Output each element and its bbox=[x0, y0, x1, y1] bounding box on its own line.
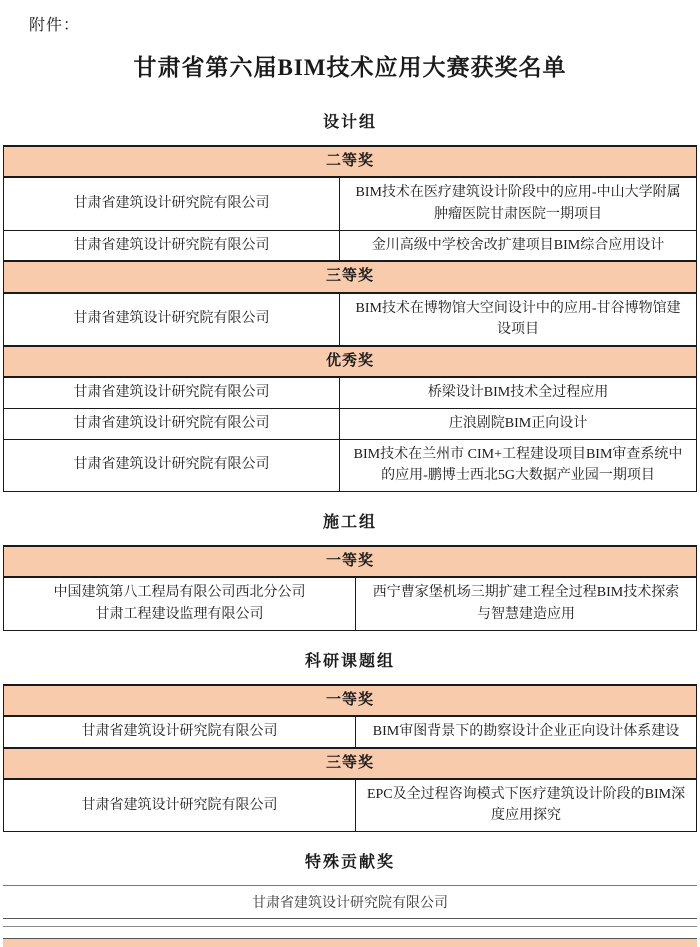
award-header-row bbox=[4, 546, 697, 577]
project-cell: BIM技术在兰州市 CIM+工程建设项目BIM审查系统中的应用-鹏博士西北5G大数据产业园一期项目 bbox=[340, 439, 697, 491]
project-cell: 西宁曹家堡机场三期扩建工程全过程BIM技术探索与智慧建造应用 bbox=[356, 577, 697, 630]
empty-cell bbox=[3, 919, 697, 927]
section-heading-research: 科研课题组 bbox=[304, 652, 395, 670]
table-row-empty bbox=[3, 919, 697, 927]
cutoff-table-header-strip bbox=[3, 938, 697, 947]
table-row bbox=[4, 779, 697, 832]
attachment-label: 附件： bbox=[29, 17, 81, 34]
project-cell: BIM技术在医疗建筑设计阶段中的应用-中山大学附属肿瘤医院甘肃医院一期项目 bbox=[340, 177, 697, 230]
org-cell: 甘肃省建筑设计研究院有限公司 bbox=[4, 716, 356, 748]
section-heading-design: 设计组 bbox=[322, 114, 377, 131]
award-header-excellence-prize: 优秀奖 bbox=[4, 346, 697, 377]
org-cell: 甘肃省建筑设计研究院有限公司 bbox=[3, 886, 697, 919]
project-cell: 金川高级中学校舍改扩建项目BIM综合应用设计 bbox=[340, 230, 697, 261]
award-header-row bbox=[4, 346, 697, 377]
table-row bbox=[4, 577, 697, 630]
table-row bbox=[4, 377, 697, 408]
project-cell: 桥梁设计BIM技术全过程应用 bbox=[340, 377, 697, 408]
award-header-first-prize: 一等奖 bbox=[4, 546, 697, 577]
table-row bbox=[4, 230, 697, 261]
org-cell: 甘肃省建筑设计研究院有限公司 bbox=[4, 439, 340, 491]
award-header-row bbox=[4, 685, 697, 716]
section-heading-construction: 施工组 bbox=[322, 513, 377, 531]
award-header-row bbox=[4, 748, 697, 779]
org-cell: 甘肃省建筑设计研究院有限公司 bbox=[4, 377, 340, 408]
table-row bbox=[3, 886, 697, 919]
org-cell: 甘肃省建筑设计研究院有限公司 bbox=[4, 779, 356, 832]
section-heading-special-contribution: 特殊贡献奖 bbox=[304, 854, 395, 872]
special-contribution-table bbox=[3, 885, 697, 927]
award-header-row bbox=[4, 146, 697, 177]
project-cell: 庄浪剧院BIM正向设计 bbox=[340, 408, 697, 439]
org-cell: 甘肃省建筑设计研究院有限公司 bbox=[4, 293, 340, 346]
design-group-table bbox=[3, 145, 697, 492]
project-cell: BIM技术在博物馆大空间设计中的应用-甘谷博物馆建设项目 bbox=[340, 293, 697, 346]
award-header-third-prize: 三等奖 bbox=[4, 748, 697, 779]
award-header-row bbox=[4, 261, 697, 292]
table-row bbox=[4, 177, 697, 230]
construction-group-table bbox=[3, 545, 697, 631]
table-row bbox=[4, 408, 697, 439]
project-cell: BIM审图背景下的勘察设计企业正向设计体系建设 bbox=[356, 716, 697, 748]
org-cell: 甘肃省建筑设计研究院有限公司 bbox=[4, 230, 340, 261]
table-row bbox=[4, 293, 697, 346]
research-group-table bbox=[3, 684, 697, 833]
table-row bbox=[4, 439, 697, 491]
project-cell: EPC及全过程咨询模式下医疗建筑设计阶段的BIM深度应用探究 bbox=[356, 779, 697, 832]
org-cell: 甘肃省建筑设计研究院有限公司 bbox=[4, 177, 340, 230]
award-header-first-prize: 一等奖 bbox=[4, 685, 697, 716]
org-cell: 甘肃省建筑设计研究院有限公司 bbox=[4, 408, 340, 439]
page-title: 甘肃省第六届BIM技术应用大赛获奖名单 bbox=[133, 55, 567, 80]
award-header-second-prize: 二等奖 bbox=[4, 146, 697, 177]
org-cell: 中国建筑第八工程局有限公司西北分公司 甘肃工程建设监理有限公司 bbox=[4, 577, 356, 630]
award-header-third-prize: 三等奖 bbox=[4, 261, 697, 292]
table-row bbox=[4, 716, 697, 748]
